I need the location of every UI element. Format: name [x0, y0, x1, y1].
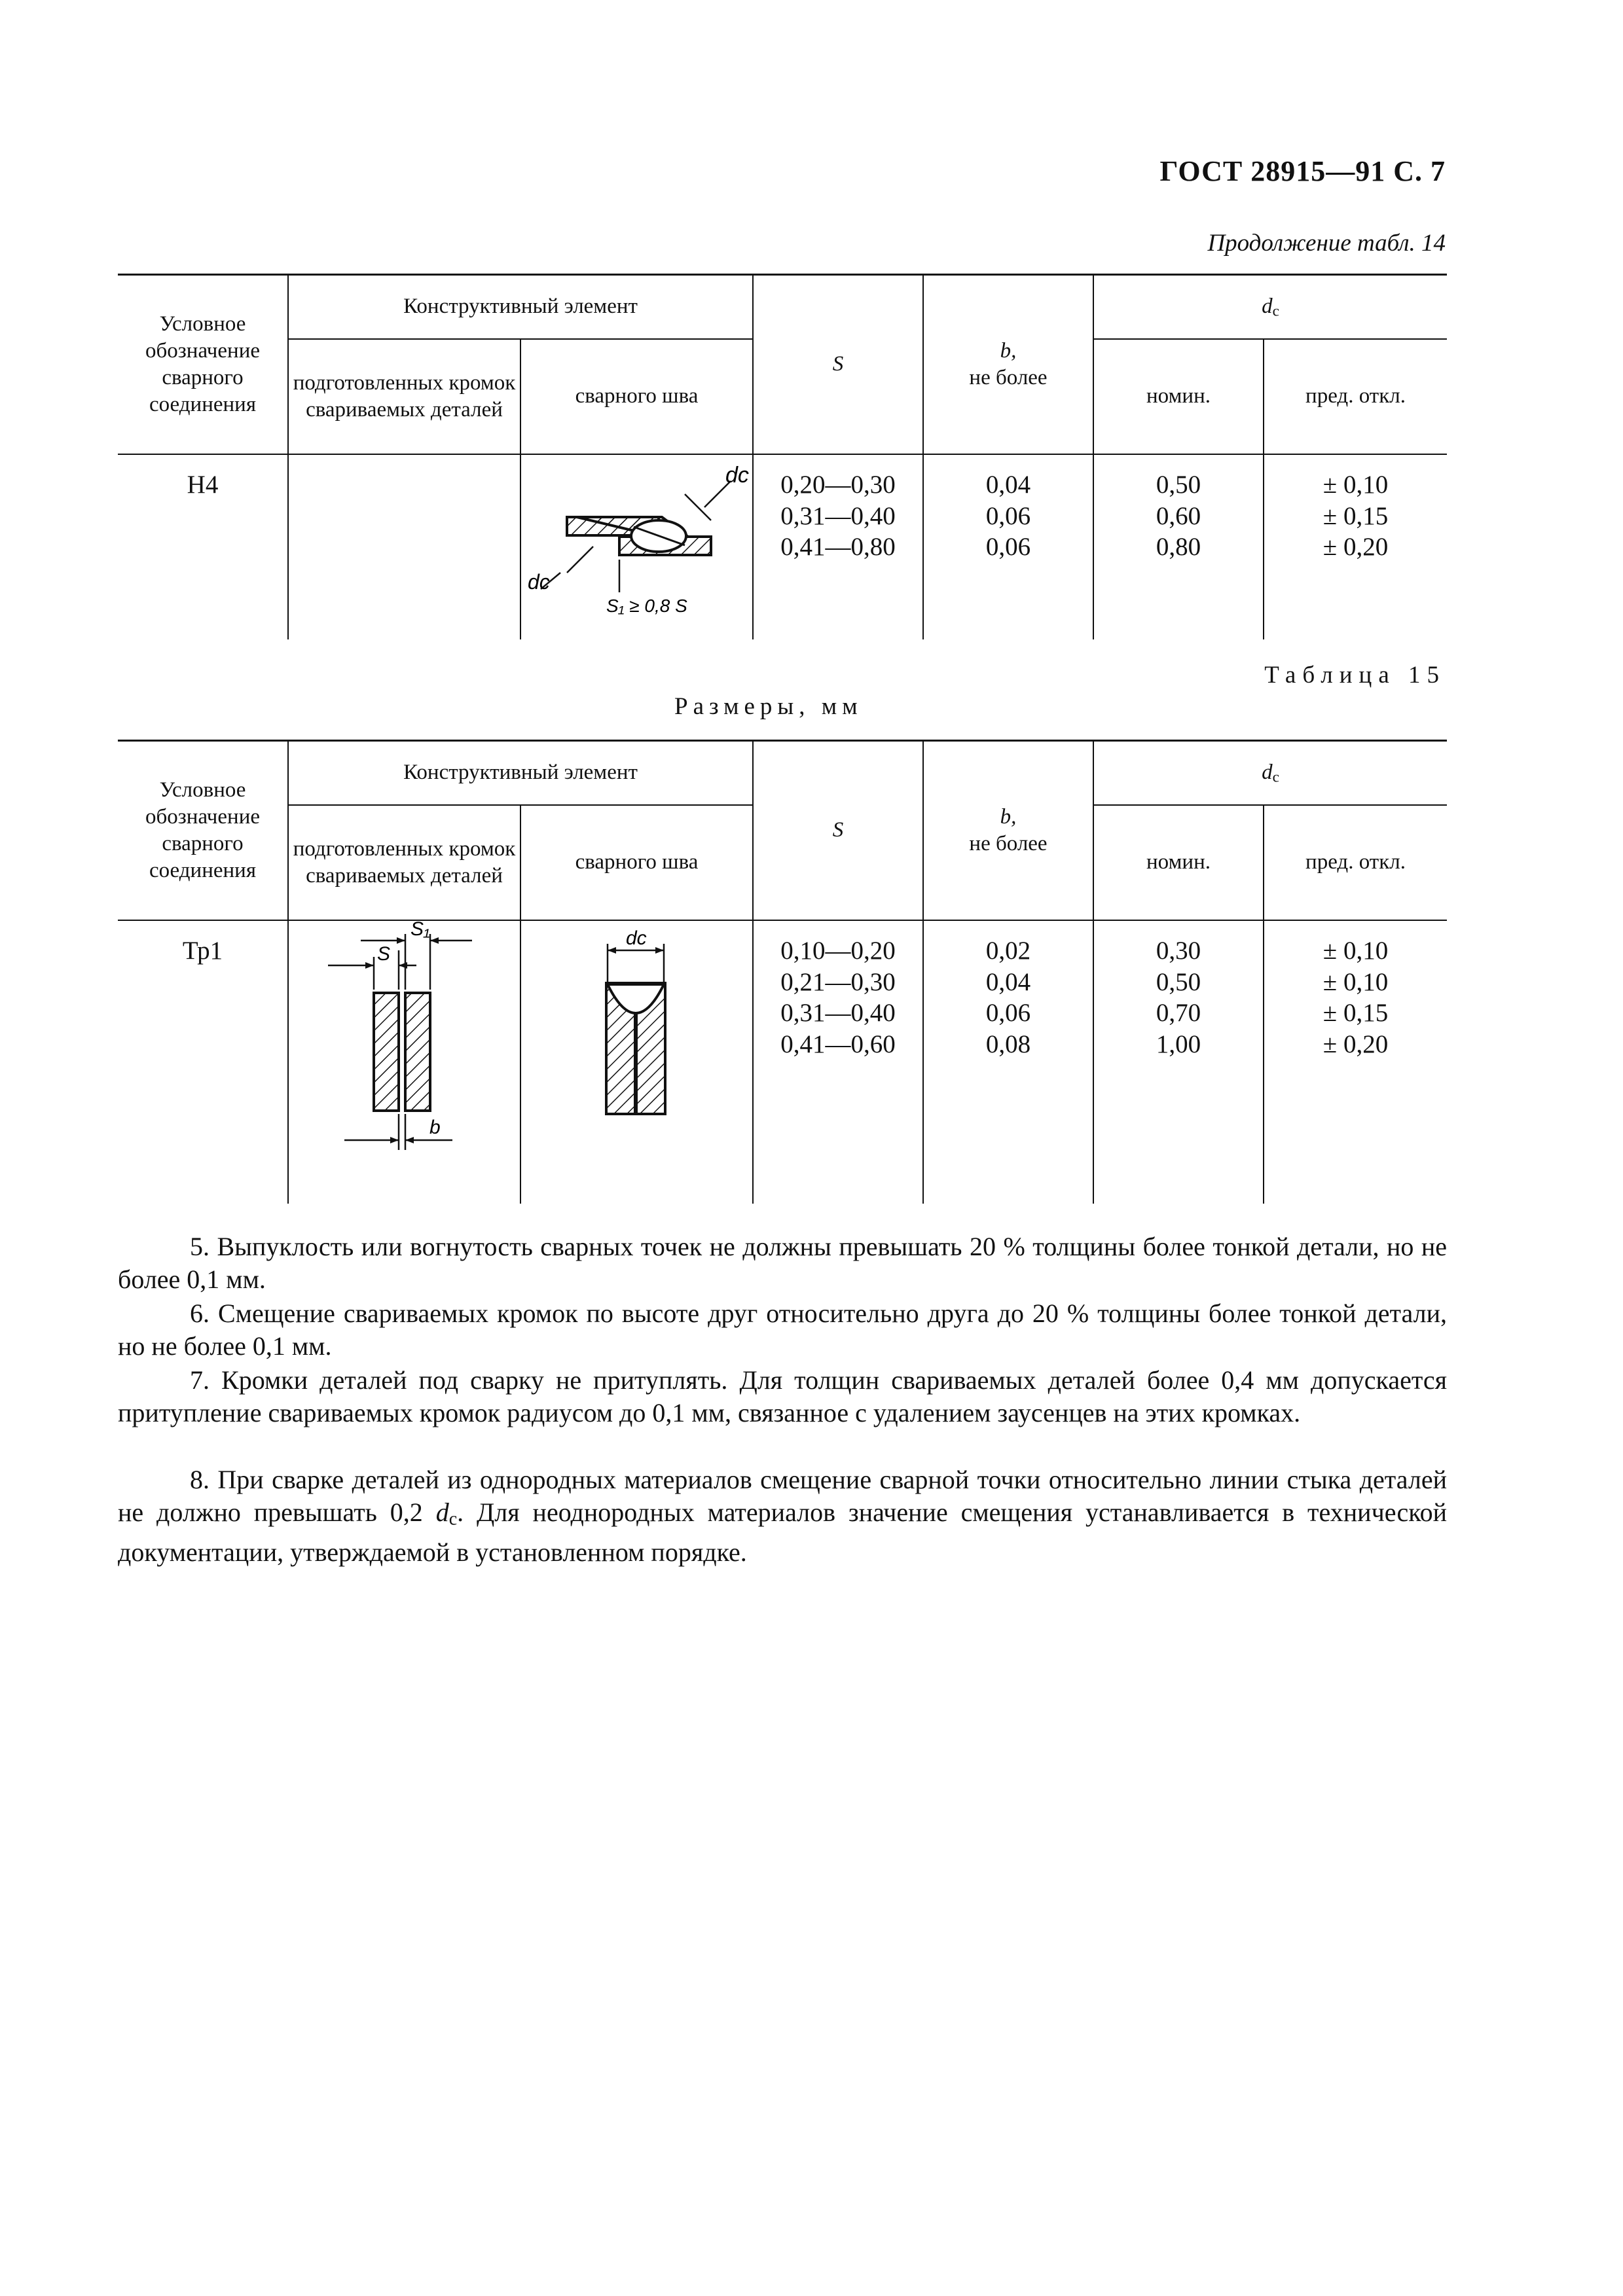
table14-caption: Продолжение табл. 14 [1207, 230, 1446, 257]
weld-drawing-cell [520, 920, 753, 1204]
label-s1: S₁ ≥ 0,8 S [606, 596, 687, 616]
col-header-nom: номин. [1093, 339, 1264, 454]
row-nom: 0,50 0,60 0,80 [1093, 454, 1264, 639]
col-header-designation: Условное обозначение сварного соединения [118, 741, 288, 921]
label-dc: dc [626, 927, 647, 949]
label-s1: S₁ [410, 921, 430, 940]
paragraph-6: 6. Смещение свариваемых кромок по высоте друг относительно друга до 20 % толщины более тонкой детали, но не более 0,1 мм. [118, 1299, 1447, 1361]
row-nom: 0,30 0,50 0,70 1,00 [1093, 920, 1264, 1204]
weld-drawing-cell [520, 454, 753, 639]
label-dc-top: dc [725, 463, 749, 488]
label-b: b [429, 1117, 441, 1138]
paragraph-5: 5. Выпуклость или вогнутость сварных точек не должны превышать 20 % толщины более тонкой детали, но не более 0,1 мм. [118, 1232, 1447, 1294]
row-s: 0,20—0,30 0,31—0,40 0,41—0,80 [753, 454, 923, 639]
col-header-construct: Конструктивный элемент [288, 275, 753, 340]
col-header-weld: сварного шва [520, 339, 753, 454]
row-b: 0,02 0,04 0,06 0,08 [923, 920, 1093, 1204]
col-header-prepared: подготовленных кромок свариваемых деталей [288, 339, 520, 454]
table-15 [118, 740, 1447, 1204]
paragraph-8: 8. При сварке деталей из однородных материалов смещение сварной точки относительно линии стыка деталей не должно превышать 0,2 dc. Для неоднородных материалов значение смещения устанавливается в технической документации, утверждаемой в установленном порядке. [118, 1465, 1447, 1567]
col-header-s: S [753, 741, 923, 921]
col-header-construct: Конструктивный элемент [288, 741, 753, 806]
col-header-designation: Условное обозначение сварного соединения [118, 275, 288, 455]
col-header-prepared: подготовленных кромок свариваемых деталей [288, 805, 520, 920]
col-header-nom: номин. [1093, 805, 1264, 920]
table15-caption: Таблица 15 [1264, 662, 1446, 689]
tr1-prepared-drawing [289, 921, 521, 1196]
col-header-dc: $d_c$ [1093, 741, 1447, 806]
label-s: S [377, 943, 391, 965]
prepared-drawing-cell [288, 920, 520, 1204]
col-header-b: b, не более [923, 275, 1093, 455]
table-14 [118, 274, 1447, 639]
label-dc-bottom: dc [528, 570, 550, 594]
row-designation: Тр1 [118, 920, 288, 1204]
row-tol: ± 0,10 ± 0,10 ± 0,15 ± 0,20 [1264, 920, 1447, 1204]
h4-weld-drawing [521, 455, 754, 632]
col-header-tol: пред. откл. [1264, 339, 1447, 454]
col-header-s: S [753, 275, 923, 455]
paragraph-7: 7. Кромки деталей под сварку не притуплять. Для толщин свариваемых деталей более 0,4 мм допускается притупление свариваемых кромок радиусом до 0,1 мм, связанное с удалением заусенцев на этих кромках. [118, 1365, 1447, 1427]
row-designation: Н4 [118, 454, 288, 639]
page-header: ГОСТ 28915—91 С. 7 [1159, 155, 1446, 187]
row-tol: ± 0,10 ± 0,15 ± 0,20 [1264, 454, 1447, 639]
col-header-weld: сварного шва [520, 805, 753, 920]
row-s: 0,10—0,20 0,21—0,30 0,31—0,40 0,41—0,60 [753, 920, 923, 1204]
table15-units: Размеры, мм [674, 693, 863, 720]
col-header-b: b, не более [923, 741, 1093, 921]
col-header-tol: пред. откл. [1264, 805, 1447, 920]
col-header-dc: $d_c$ [1093, 275, 1447, 340]
tr1-weld-drawing [521, 921, 754, 1196]
row-b: 0,04 0,06 0,06 [923, 454, 1093, 639]
prepared-drawing-cell [288, 454, 520, 639]
